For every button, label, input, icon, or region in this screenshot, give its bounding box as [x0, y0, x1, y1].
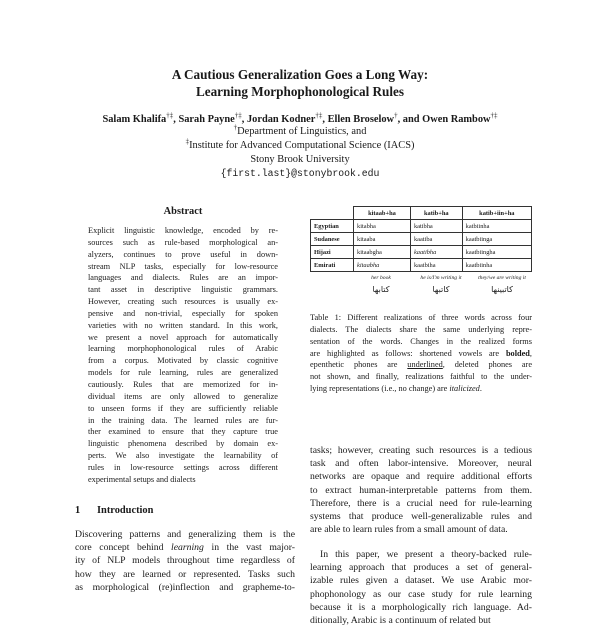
- text-line: Discovering patterns and generalizing them is the: [75, 529, 295, 540]
- introduction-body: [75, 528, 295, 594]
- table-cell: kitabha: [354, 220, 411, 233]
- text-line: pensive and non-trivial, especially for spoken: [88, 308, 278, 318]
- text-line: we present a novel approach for automatically: [88, 332, 278, 342]
- table-glosses: [310, 275, 532, 305]
- affiliation-1: †Department of Linguistics, and: [233, 123, 367, 137]
- title-line-1: A Cautious Generalization Goes a Long Way:: [171, 67, 429, 82]
- abstract-body: [88, 225, 278, 486]
- text-line: as morphological (re)inflection and grapheme-to-: [75, 581, 295, 593]
- dialect-label: Egyptian: [311, 220, 354, 233]
- text-line: varieties with no written standard. In this work,: [88, 320, 278, 330]
- arabic-word: كاتبها: [432, 285, 450, 294]
- text-line: ditionally, Arabic is a continuum of related but: [310, 615, 491, 627]
- text-line: learning approach that produces a set of general-: [310, 562, 532, 574]
- text-line: perts. We also investigate the learnability of: [88, 451, 278, 461]
- text-line: izable rules given a dataset. We use Arabic mor-: [310, 575, 532, 587]
- text-line: are able to learn rules from a small amount of data.: [310, 524, 508, 536]
- abstract-heading: Abstract: [163, 206, 203, 217]
- table-cell: kitaaba: [354, 233, 411, 246]
- text-line: phophonology as our case study for rule learning: [310, 588, 532, 600]
- table-row: [311, 220, 532, 233]
- dialect-label: Emirati: [311, 259, 354, 272]
- paper-title: [0, 66, 600, 100]
- table-row: [311, 246, 532, 259]
- right-column-paragraph-2: [310, 548, 532, 627]
- text-line: tasks; however, creating such resources is a tedious: [310, 445, 532, 456]
- text-line: dividual items are only allowed to generalize: [88, 391, 278, 401]
- table-cell: katibha: [410, 220, 462, 233]
- text-line: systems that produce well-generalizable rules and: [310, 511, 532, 523]
- table-cell: kaatbiinga: [462, 233, 531, 246]
- text-line: Therefore, there is a crucial need for rule-learning: [310, 497, 532, 509]
- text-line: to unseen forms if they are sufficiently reliable: [88, 403, 278, 413]
- email: {first.last}@stonybrook.edu: [220, 168, 380, 179]
- author: Salam Khalifa†‡,: [102, 111, 179, 125]
- text-line: ity of NLP models throughout time regardless of: [75, 555, 295, 567]
- text-line: experimental setups and dialects: [88, 474, 196, 484]
- table-cell: katbiinha: [462, 220, 531, 233]
- text-line: how they are learned or represented. Tasks such: [75, 568, 295, 580]
- text-line: to extract human-interpretable patterns from them.: [310, 484, 532, 496]
- table-header: katib+ha: [410, 207, 462, 220]
- gloss: they/we are writing it كاتبينها: [472, 275, 532, 294]
- dialect-table: [310, 206, 532, 294]
- text-line: task and often labor-intensive. Moreover, neural: [310, 458, 532, 470]
- table-caption: Table 1: Different realizations of three words across four dialects. The dialects share the same underlying repre- sentation of the words. Changes in the realized forms are highlighted as follows: shortened vowels are bolded, epenthetic phones are underlined, deleted phones are not shown, and finally, realizations faithful to the under- lying representations (i.e., no change) are italicized.: [310, 313, 532, 394]
- text-line: stream NLP tasks, especially for low-resource: [88, 261, 278, 271]
- text-line: in the training data. The learned rules are fur-: [88, 415, 278, 425]
- text-line: learning morphophonological rules of Arabic: [88, 344, 278, 354]
- text-line: sources such as rule-based morphological an-: [88, 237, 278, 247]
- table-cell: kitaabgha: [354, 246, 411, 259]
- section-title: Introduction: [97, 505, 154, 516]
- author: Sarah Payne†‡,: [178, 111, 247, 125]
- text-line: cautiously. Rules that are memorized for in-: [88, 379, 278, 389]
- arabic-word: كاتبينها: [491, 285, 513, 294]
- text-line: networks are opaque and require additional efforts: [310, 471, 532, 483]
- title-line-2: Learning Morphophonological Rules: [195, 84, 405, 99]
- text-line: languages and dialects. Rules are an impor-: [88, 273, 278, 283]
- table-cell: kitaabha: [354, 259, 411, 272]
- section-number: 1: [75, 505, 81, 516]
- table-row: [311, 233, 532, 246]
- gloss: her book كتابها: [352, 275, 410, 294]
- text-line: models for rule learning, rules are generalized: [88, 368, 278, 378]
- text-line: ther examined to ensure that they capture true: [88, 427, 278, 437]
- text-line: from a corpus. Motivated by classic cognitive: [88, 356, 278, 366]
- text-line: rules in low-resource settings across different: [88, 462, 278, 472]
- text-line: linguistic phenomena described by domain ex-: [88, 439, 278, 449]
- author: Jordan Kodner†‡,: [246, 111, 328, 125]
- table-header: kitaab+ha: [354, 207, 411, 220]
- text-line: alyzers, continues to prove useful in down-: [88, 249, 278, 259]
- affiliation-2: ‡Institute for Advanced Computational Science (IACS): [185, 137, 415, 151]
- dialect-label: Sudanese: [311, 233, 354, 246]
- table-cell: kaatbiinha: [462, 259, 531, 272]
- text-line: Explicit linguistic knowledge, encoded by re-: [88, 226, 278, 235]
- author: and Owen Rambow†‡: [402, 111, 498, 125]
- table-cell: kaatiba: [410, 233, 462, 246]
- right-column-paragraph-1: [310, 444, 532, 536]
- table-row: [311, 259, 532, 272]
- table-cell: kaatibha: [410, 246, 462, 259]
- university: Stony Brook University: [250, 154, 350, 165]
- text-line: tant asset in descriptive linguistic grammars.: [88, 285, 278, 295]
- text-line: because it is a morphologically rich language. Ad-: [310, 601, 532, 613]
- section-heading-introduction: [75, 505, 295, 516]
- table-header: katib+iin+ha: [462, 207, 531, 220]
- table-header-row: [311, 207, 532, 220]
- arabic-word: كتابها: [372, 285, 390, 294]
- text-line: core concept behind learning in the vast major-: [75, 542, 295, 554]
- text-line: In this paper, we present a theory-backed rule-: [320, 549, 532, 560]
- dialect-label: Hijazi: [311, 246, 354, 259]
- table-cell: kaatbiha: [410, 259, 462, 272]
- affiliations: [0, 125, 600, 167]
- gloss: he is/I'm writing it كاتبها: [410, 275, 472, 294]
- table-cell: kaatbiingha: [462, 246, 531, 259]
- text-line: However, creating such resources is usually ex-: [88, 297, 278, 307]
- author: Ellen Broselow†,: [327, 111, 403, 125]
